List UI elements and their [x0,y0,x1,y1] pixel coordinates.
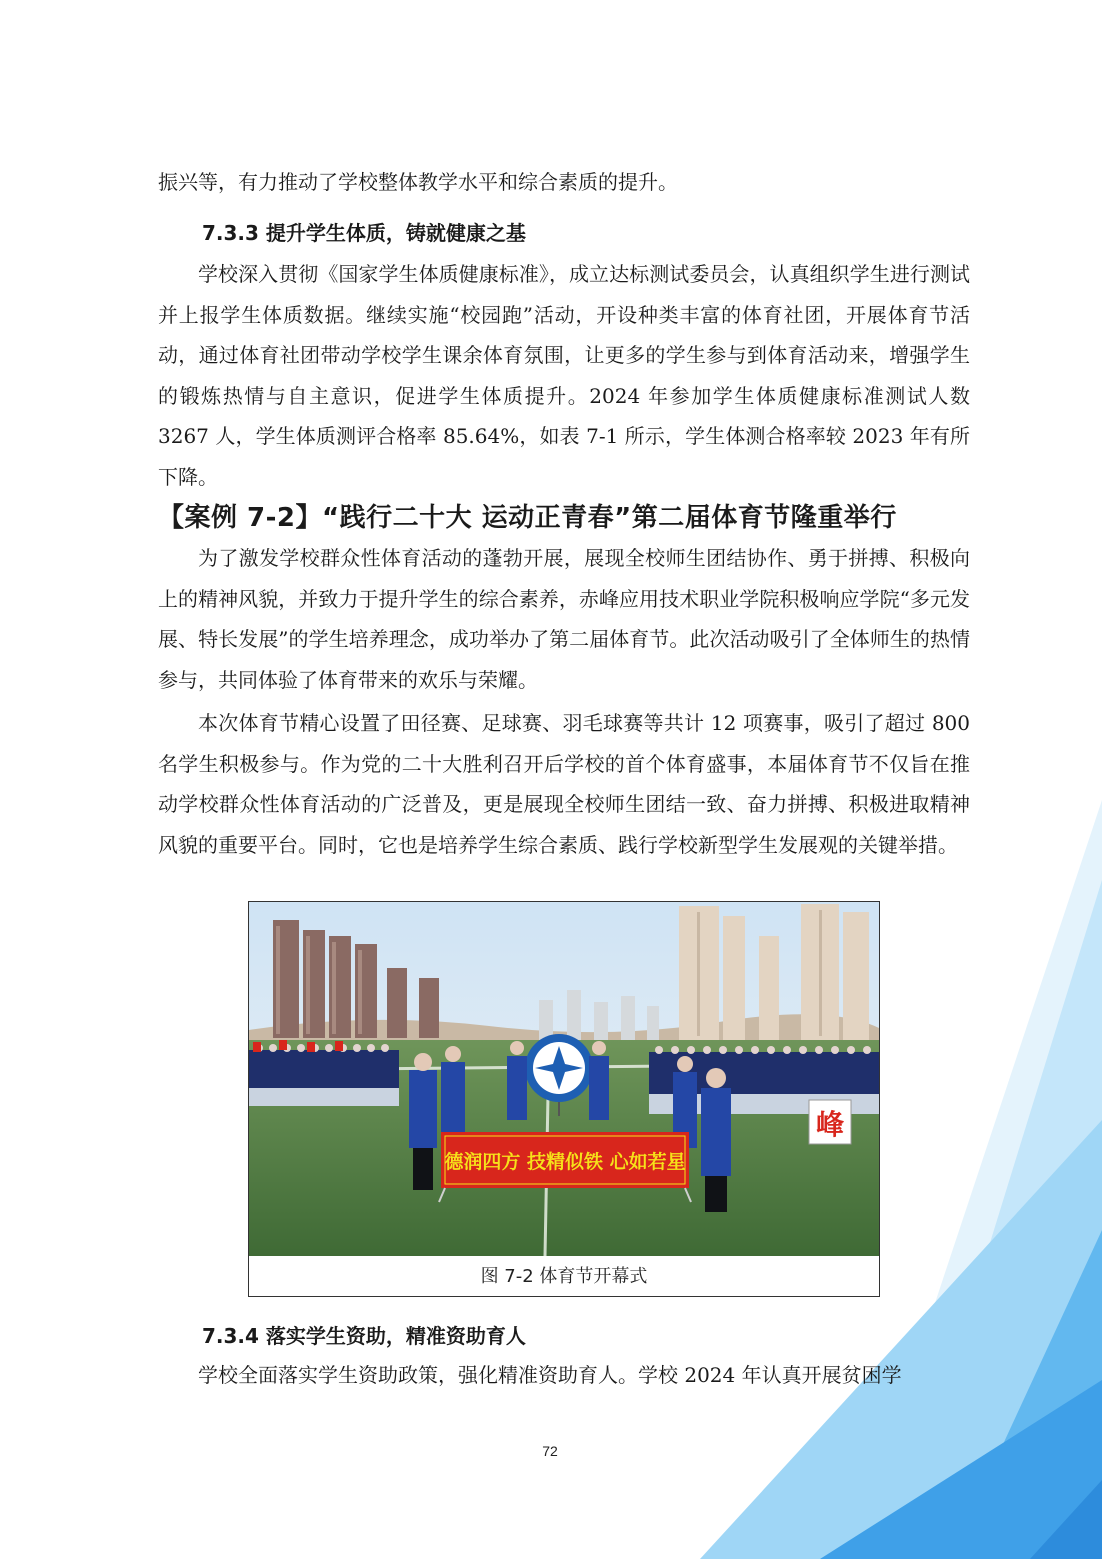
figure-caption: 图 7-2 体育节开幕式 [480,1266,648,1287]
case-paragraph-2: 本次体育节精心设置了田径赛、足球赛、羽毛球赛等共计 12 项赛事，吸引了超过 800 名学生积极参与。作为党的二十大胜利召开后学校的首个体育盛事，本届体育节不仅旨在推动学校群众性体育活动的广泛普及，更是展现全校师生团结一致、奋力拼搏、积极进取精神风貌的重要平台。同时，它也是培养学生综合素质、践行学校新型学生发展观的关键举措。 [158,711,970,857]
sign-board-text: 峰 [815,1108,845,1141]
case-title: 【案例 7-2】“践行二十大 运动正青春”第二届体育节隆重举行 [158,503,897,533]
section-heading-7-3-3: 7.3.3 提升学生体质，铸就健康之基 [202,221,526,245]
section-paragraph-7-3-3: 学校深入贯彻《国家学生体质健康标准》，成立达标测试委员会，认真组织学生进行测试并上报学生体质数据。继续实施“校园跑”活动，开设种类丰富的体育社团，开展体育节活动，通过体育社团带动学校学生课余体育氛围，让更多的学生参与到体育活动来，增强学生的锻炼热情与自主意识，促进学生体质提升。2024 年参加学生体质健康标准测试人数 3267 人，学生体质测评合格率 85.64%，如表 7-1 所示，学生体测合格率较 2023 年有所下降。 [158,262,970,489]
paragraph-continuation: 振兴等，有力推动了学校整体教学水平和综合素质的提升。 [158,170,678,194]
sports-festival-opening-photo [249,902,879,1256]
figure-7-2 [248,901,880,1297]
banner-slogan: 德润四方 技精似铁 心如若星 [444,1151,686,1173]
case-paragraph-1: 为了激发学校群众性体育活动的蓬勃开展，展现全校师生团结协作、勇于拼搏、积极向上的精神风貌，并致力于提升学生的综合素养，赤峰应用技术职业学院积极响应学院“多元发展、特长发展”的学生培养理念，成功举办了第二届体育节。此次活动吸引了全体师生的热情参与，共同体验了体育带来的欢乐与荣耀。 [158,546,970,692]
section-heading-7-3-4: 7.3.4 落实学生资助，精准资助育人 [202,1324,526,1348]
page-number: 72 [542,1443,558,1459]
section-paragraph-7-3-4: 学校全面落实学生资助政策，强化精准资助育人。学校 2024 年认真开展贫困学 [198,1363,902,1387]
